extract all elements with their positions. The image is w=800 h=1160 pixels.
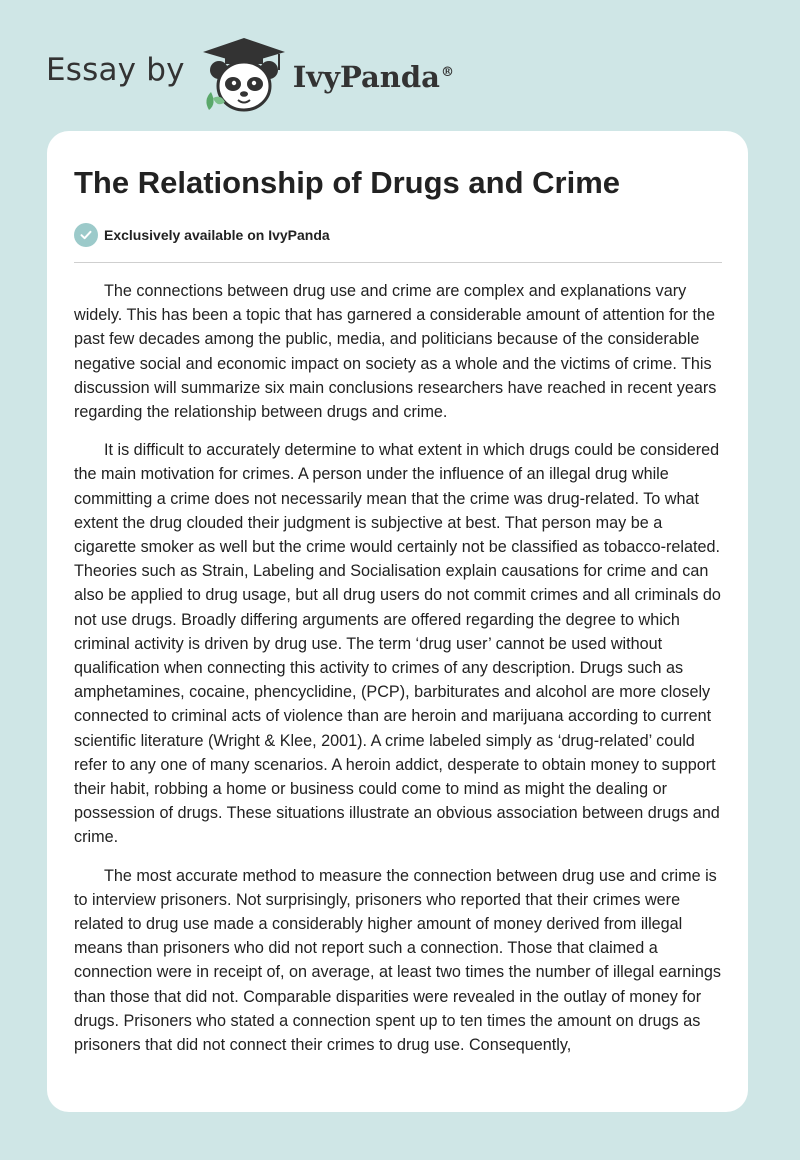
essay-card bbox=[47, 131, 748, 1112]
check-circle-icon bbox=[74, 223, 98, 247]
exclusive-badge bbox=[74, 223, 330, 247]
essay-paragraph-3: The most accurate method to measure the connection between drug use and crime is to interview prisoners. Not surprisingly, prisoners who reported that their crimes were related to drug use made a considerably higher amount of money derived from illegal means than prisoners who did not report such a connection. Those that claimed a connection were in receipt of, on average, at least two times the number of illegal earnings than those that did not. Comparable disparities were revealed in the outlay of money for drugs. Prisoners who stated a connection spent up to ten times the amount on drugs as prisoners that did not connect their crimes to drug use. Consequently, bbox=[74, 866, 721, 1055]
essay-title: The Relationship of Drugs and Crime bbox=[74, 165, 620, 200]
panda-graduate-icon bbox=[199, 34, 289, 114]
brand-prefix: Essay by bbox=[46, 52, 185, 88]
exclusive-badge-text: Exclusively available on IvyPanda bbox=[104, 227, 330, 243]
title-divider bbox=[74, 262, 722, 263]
essay-paragraph-1: The connections between drug use and crime are complex and explanations vary widely. This has been a topic that has garnered a considerable amount of attention for the past few decades among the public, media, and politicians because of the considerable negative social and economic impact on society as a whole and the victims of crime. This discussion will summarize six main conclusions researchers have reached in recent years regarding the relationship between drugs and crime. bbox=[74, 282, 717, 422]
essay-body bbox=[74, 279, 724, 1071]
brand-name: IvyPanda® bbox=[292, 60, 454, 94]
site-logo[interactable] bbox=[46, 34, 454, 114]
essay-paragraph-2: It is difficult to accurately determine to what extent in which drugs could be considered the main motivation for crimes. A person under the influence of an illegal drug while committing a crime does not necessarily mean that the crime was drug-related. To what extent the drug clouded their judgment is subjective at best. That person may be a cigarette smoker as well but the crime would certainly not be classified as tobacco-related. Theories such as Strain, Labeling and Socialisation explain causations for crime and can also be applied to drug usage, but all drug users do not commit crimes and all criminals do not use drugs. Broadly differing arguments are offered regarding the degree to which criminal activity is driven by drug use. The term ‘drug user’ cannot be used without qualification when connecting this activity to crimes of any description. Drugs such as amphetamines, cocaine, phencyclidine, (PCP), barbiturates and alcohol are more closely connected to criminal acts of violence than are heroin and marijuana according to current scientific literature (Wright & Klee, 2001). A crime labeled simply as ‘drug-related’ could refer to any one of many scenarios. A heroin addict, desperate to obtain money to support their habit, robbing a home or business could come to mind as might the dealing or possession of drugs. These situations illustrate an obvious association between drugs and crime. bbox=[74, 441, 721, 847]
